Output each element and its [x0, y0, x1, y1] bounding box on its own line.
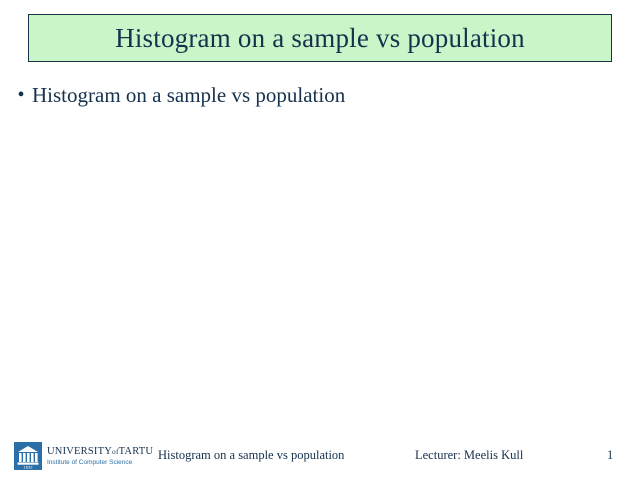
slide-title-box	[28, 14, 612, 62]
slide-body-list	[10, 82, 620, 114]
footer-page-number: 1	[607, 448, 614, 462]
list-item	[10, 82, 620, 108]
page-title: Histogram on a sample vs population	[115, 22, 525, 53]
slide-footer	[0, 434, 640, 480]
svg-text:1632: 1632	[23, 464, 33, 470]
university-logo	[14, 442, 153, 470]
university-logo-title: UNIVERSITYofTARTU	[47, 445, 154, 457]
university-logo-text	[47, 446, 153, 467]
footer-title: Histogram on a sample vs population	[158, 448, 345, 462]
university-crest-icon	[14, 442, 42, 470]
list-item-label: Histogram on a sample vs population	[32, 83, 346, 107]
bullet-icon: •	[17, 84, 25, 106]
university-logo-subtitle: Institute of Computer Science	[47, 458, 133, 466]
footer-lecturer: Lecturer: Meelis Kull	[415, 448, 524, 462]
